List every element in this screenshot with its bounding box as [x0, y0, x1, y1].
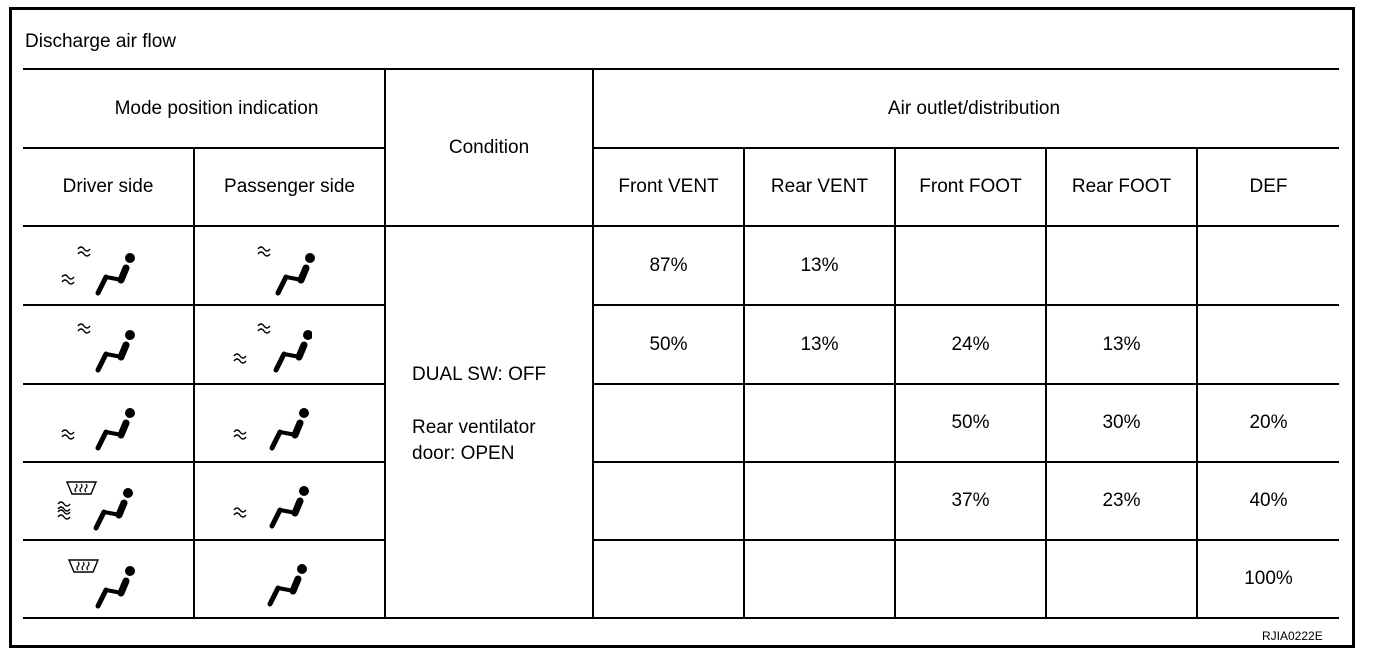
table-cell: [1047, 541, 1196, 617]
defrost-mode-icon: [64, 556, 144, 612]
vent-mode-icon: [240, 243, 320, 299]
foot-mode-icon: [232, 398, 312, 454]
header-passenger-side: Passenger side: [224, 176, 355, 197]
condition-door-open: door: OPEN: [412, 443, 515, 464]
table-cell: 13%: [800, 333, 839, 355]
table-cell: 50%: [951, 412, 990, 433]
table-bottom-line: [23, 617, 1339, 619]
header-mode-position: Mode position indication: [114, 98, 319, 119]
table-cell: 100%: [1244, 568, 1293, 589]
header-driver-side: Driver side: [62, 176, 154, 197]
table-cell: [594, 463, 743, 539]
table-cell: 23%: [1102, 490, 1141, 511]
header-air-outlet: Air outlet/distribution: [887, 98, 1061, 119]
bi-level-mode-icon: [232, 320, 312, 376]
table-cell: 30%: [1102, 412, 1141, 433]
page-title: Discharge air flow: [25, 31, 176, 52]
table-cell: 87%: [649, 254, 688, 276]
header-condition: Condition: [448, 137, 530, 158]
table-cell: [745, 385, 894, 461]
header-front-foot: Front FOOT: [919, 176, 1022, 197]
table-cell: [1047, 227, 1196, 304]
seat-occupant-icon: [254, 554, 314, 610]
header-def: DEF: [1249, 176, 1288, 197]
condition-dual-switch: DUAL SW: OFF: [412, 364, 547, 385]
table-cell: 13%: [1102, 333, 1141, 355]
row-line: [23, 383, 385, 385]
table-cell: [1198, 306, 1339, 383]
header-front-vent: Front VENT: [618, 176, 719, 197]
table-cell: 37%: [951, 490, 990, 511]
foot-mode-icon: [60, 398, 140, 454]
row-line: [23, 539, 385, 541]
vent-mode-icon: [60, 243, 140, 299]
bi-level-mode-icon: [60, 320, 140, 376]
table-cell: [896, 541, 1045, 617]
row-line: [23, 461, 385, 463]
table-cell: [896, 227, 1045, 304]
table-cell: 13%: [800, 254, 839, 276]
table-cell: [594, 541, 743, 617]
table-cell: 20%: [1249, 412, 1288, 433]
condition-rear-ventilator: Rear ventilator: [412, 417, 536, 438]
table-cell: [594, 385, 743, 461]
table-cell: 24%: [951, 333, 990, 355]
figure-code: RJIA0222E: [1262, 629, 1323, 643]
foot-mode-icon: [232, 476, 312, 532]
header-rear-foot: Rear FOOT: [1071, 176, 1172, 197]
table-cell: [745, 541, 894, 617]
row-line: [23, 304, 385, 306]
table-cell: [745, 463, 894, 539]
defrost-foot-mode-icon: [56, 478, 140, 534]
table-cell: 40%: [1249, 490, 1288, 511]
condition-text: [412, 362, 546, 467]
header-rear-vent: Rear VENT: [770, 176, 869, 197]
table-cell: 50%: [649, 333, 688, 355]
table-cell: [1198, 227, 1339, 304]
